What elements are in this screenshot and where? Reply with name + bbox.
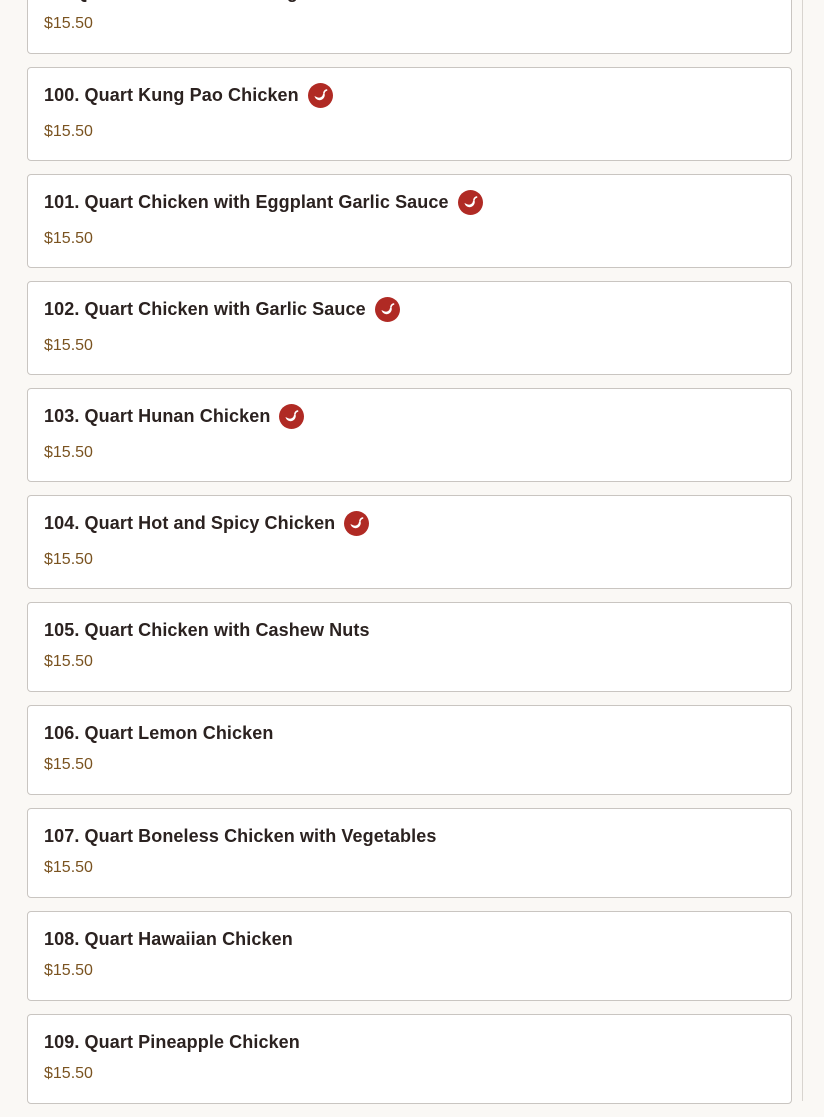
menu-item-title [44,0,347,3]
menu-item-price: $15.50 [44,653,93,670]
menu-item-price: $15.50 [44,15,93,32]
menu-item-card[interactable] [27,705,792,795]
menu-item-price: $15.50 [44,859,93,876]
content-divider [802,0,803,1101]
menu-item-title-row [44,508,369,538]
menu-item-card[interactable] [27,1014,792,1104]
menu-item-title: 108. Quart Hawaiian Chicken [44,928,293,949]
menu-item-title: 107. Quart Boneless Chicken with Vegetables [44,825,437,846]
menu-item-title: 103. Quart Hunan Chicken [44,405,271,426]
chili-pepper-icon [344,511,369,536]
menu-item-price: $15.50 [44,756,93,773]
menu-item-title: 105. Quart Chicken with Cashew Nuts [44,619,370,640]
menu-item-title-row [44,718,273,748]
menu-item-title-row [44,924,293,954]
menu-item-price: $15.50 [44,444,93,461]
menu-item-card[interactable] [27,67,792,161]
menu-item-card[interactable] [27,388,792,482]
menu-item-price: $15.50 [44,1065,93,1082]
menu-item-title-row [44,80,333,110]
menu-item-title: 106. Quart Lemon Chicken [44,722,274,743]
menu-item-title: 104. Quart Hot and Spicy Chicken [44,512,336,533]
menu-item-list [27,0,792,1117]
menu-item-card[interactable] [27,808,792,898]
menu-item-price: $15.50 [44,123,93,140]
menu-item-card[interactable] [27,602,792,692]
menu-item-title: 102. Quart Chicken with Garlic Sauce [44,298,366,319]
menu-item-card[interactable] [27,0,792,54]
menu-item-card[interactable] [27,495,792,589]
menu-item-title: 100. Quart Kung Pao Chicken [44,84,299,105]
menu-item-card[interactable] [27,911,792,1001]
menu-item-title-row [44,0,347,7]
menu-item-price: $15.50 [44,337,93,354]
menu-item-title-row [44,187,483,217]
chili-pepper-icon [375,297,400,322]
chili-pepper-icon [308,83,333,108]
menu-item-title-row [44,821,436,851]
menu-item-price: $15.50 [44,230,93,247]
menu-item-title-row [44,401,304,431]
menu-item-title-row [44,294,400,324]
menu-item-title: 101. Quart Chicken with Eggplant Garlic Sauce [44,191,449,212]
menu-item-price: $15.50 [44,551,93,568]
menu-item-card[interactable] [27,174,792,268]
menu-item-title-row [44,1027,300,1057]
menu-item-price: $15.50 [44,962,93,979]
menu-item-card[interactable] [27,281,792,375]
menu-item-title: 109. Quart Pineapple Chicken [44,1031,300,1052]
chili-pepper-icon [458,190,483,215]
chili-pepper-icon [279,404,304,429]
menu-item-title-row [44,615,370,645]
